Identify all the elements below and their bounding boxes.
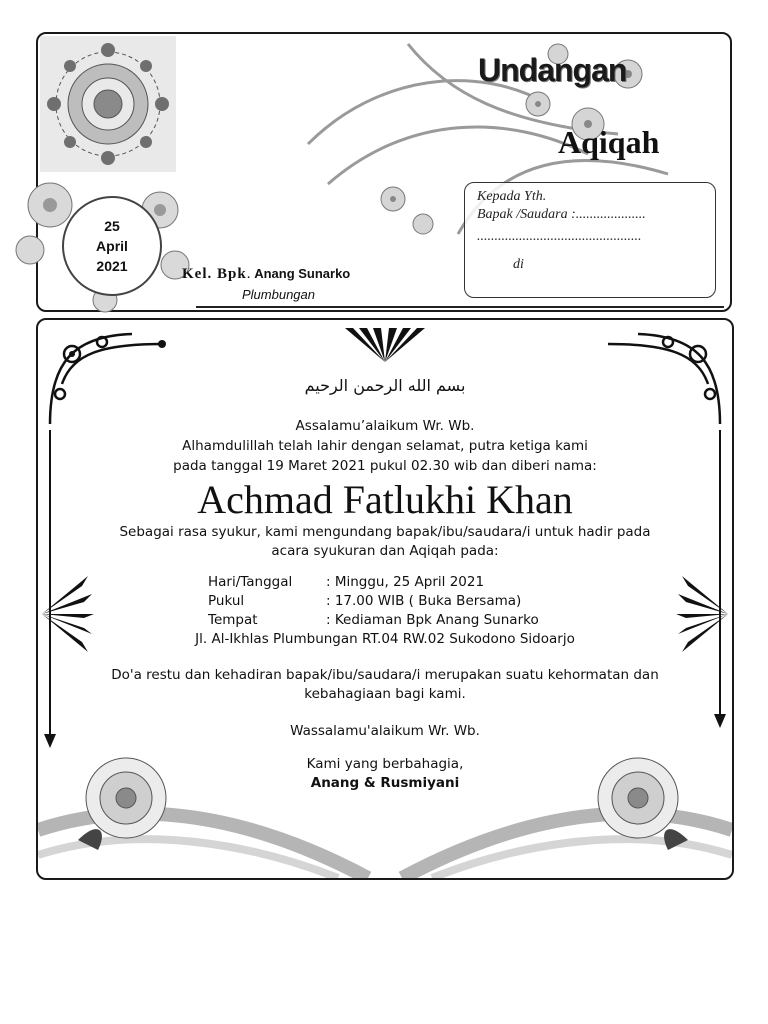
detail-label: Hari/Tanggal [208,574,293,590]
family-name: Anang Sunarko [254,266,351,281]
date-day: 25 [104,218,120,234]
detail-value: : 17.00 WIB ( Buka Bersama) [326,593,522,609]
family-prefix: Kel. Bpk [182,266,247,282]
detail-label: Pukul [208,593,245,609]
invitation-title: Undangan [478,52,627,88]
intro-text: pada tanggal 19 Maret 2021 pukul 02.30 wib dan diberi nama: [173,458,597,474]
detail-value: : Kediaman Bpk Anang Sunarko [326,612,539,628]
greeting-text: Assalamu’alaikum Wr. Wb. [295,418,475,434]
signoff-text: Kami yang berbahagia, [306,756,464,772]
date-badge [62,196,162,296]
ornament-emblem [40,36,176,172]
invite-text: Sebagai rasa syukur, kami mengundang bapak/ibu/saudara/i untuk hadir pada [119,524,651,540]
detail-value: : Minggu, 25 April 2021 [326,574,485,590]
intro-text: Alhamdulillah telah lahir dengan selamat, putra ketiga kami [182,438,588,454]
recipient-line: Bapak /Saudara :.................... [477,207,646,222]
divider-line [196,306,724,308]
invitation-subtitle: Aqiqah [558,124,660,160]
invite-text: acara syukuran dan Aqiqah pada: [271,543,499,559]
village-name: Plumbungan [242,287,315,302]
signers-names: Anang & Rusmiyani [310,775,460,791]
recipient-line: ............................................... [477,229,642,244]
invitation-card [36,318,734,880]
date-month: April [96,238,128,254]
recipient-line: di [513,257,524,272]
recipient-line: Kepada Yth. [477,189,547,204]
family-host: Kel. Bpk. Anang Sunarko [182,266,351,282]
farewell-text: Wassalamu'alaikum Wr. Wb. [290,723,480,739]
recipient-address-box [464,182,716,298]
date-year: 2021 [96,258,128,274]
bottom-floral-decoration [38,720,732,878]
detail-label: Tempat [208,612,258,628]
event-address: Jl. Al-Ikhlas Plumbungan RT.04 RW.02 Sukodono Sidoarjo [195,631,575,647]
closing-text: Do'a restu dan kehadiran bapak/ibu/saudara/i merupakan suatu kehormatan dan [111,667,659,683]
closing-text: kebahagiaan bagi kami. [304,686,466,702]
basmalah-calligraphy: بسم الله الرحمن الرحيم [304,376,466,395]
mandala-icon [40,36,176,172]
sunburst-ornament-icon [335,326,435,366]
child-name: Achmad Fatlukhi Khan [197,477,573,522]
arrow-down-icon [714,430,726,730]
